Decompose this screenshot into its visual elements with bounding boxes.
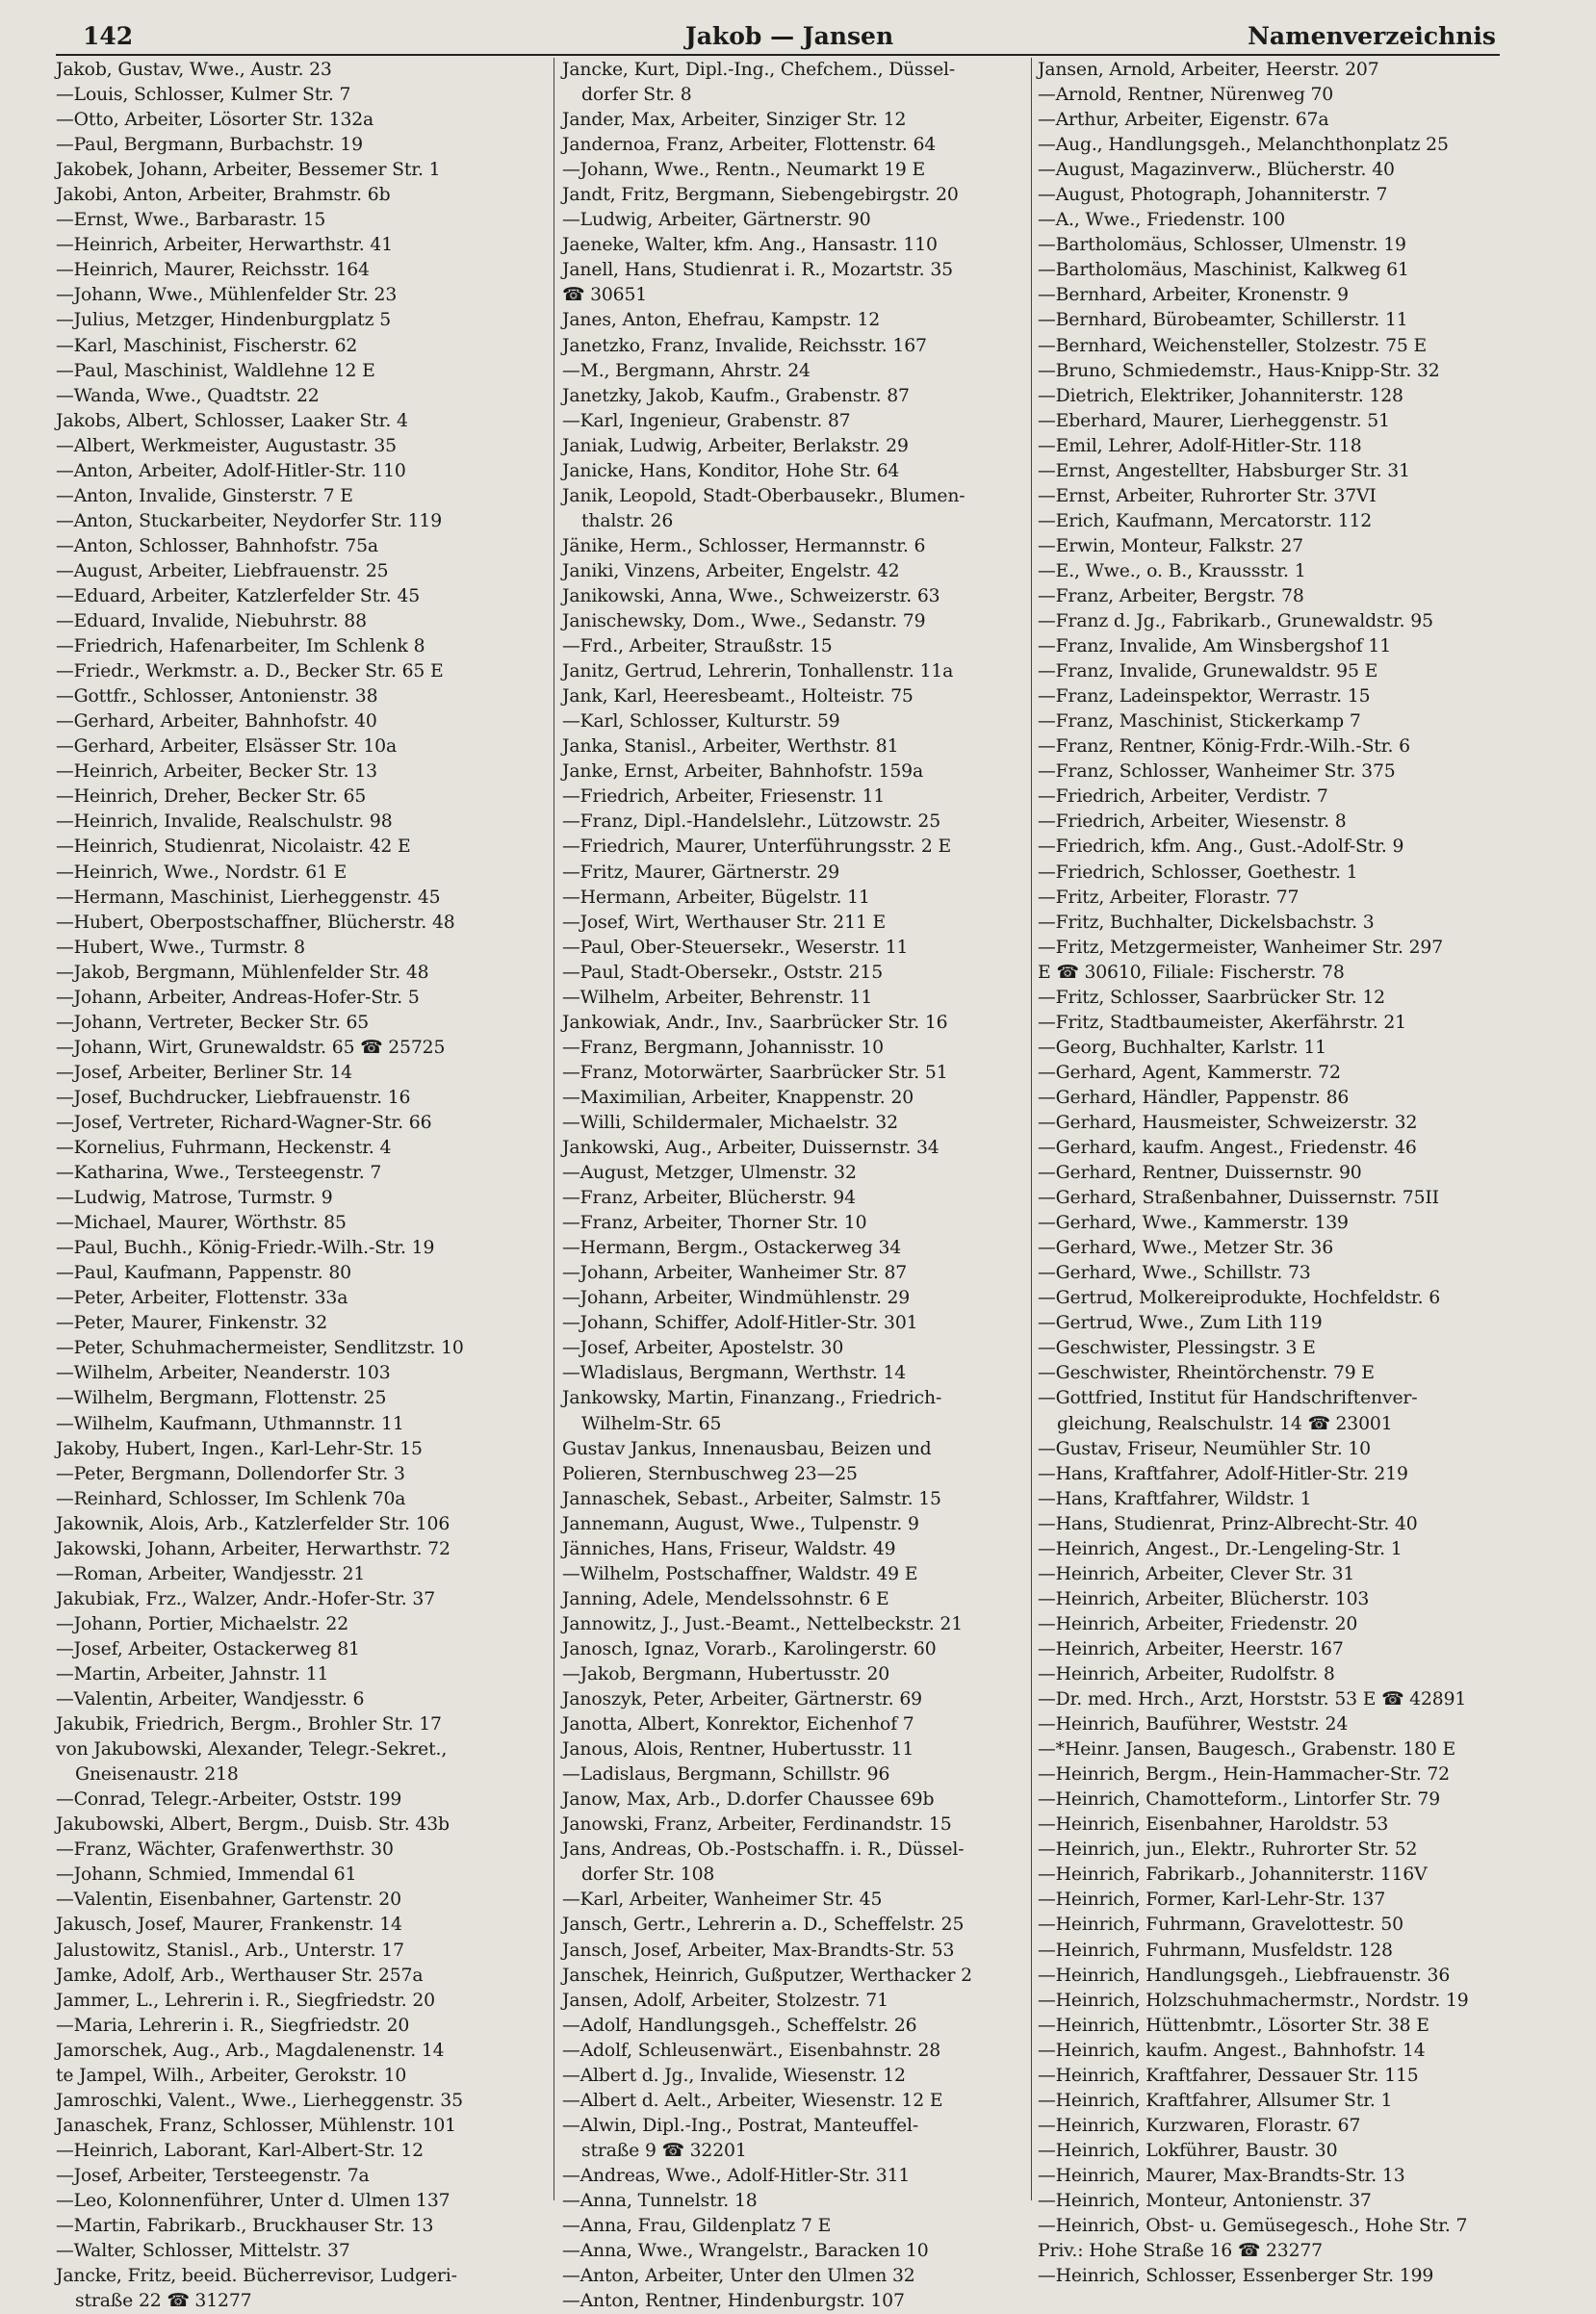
directory-entry: —Ludwig, Arbeiter, Gärtnerstr. 90 xyxy=(562,210,871,231)
directory-entry: Janning, Adele, Mendelssohnstr. 6 E xyxy=(562,1588,889,1609)
directory-entry: —Heinrich, Fuhrmann, Musfeldstr. 128 xyxy=(1038,1940,1393,1961)
directory-entry: —Franz, Ladeinspektor, Werrastr. 15 xyxy=(1038,686,1371,707)
directory-entry: —August, Magazinverw., Blücherstr. 40 xyxy=(1038,160,1395,181)
directory-entry: straße 22 ☎ 31277 xyxy=(75,2291,252,2312)
directory-entry: —Hermann, Maschinist, Lierheggenstr. 45 xyxy=(56,887,441,908)
directory-entry: —Walter, Schlosser, Mittelstr. 37 xyxy=(56,2241,350,2262)
directory-entry: —Leo, Kolonnenführer, Unter d. Ulmen 137 xyxy=(56,2190,450,2211)
directory-entry: —Friedrich, Arbeiter, Wiesenstr. 8 xyxy=(1038,811,1347,833)
directory-entry: —Paul, Maschinist, Waldlehne 12 E xyxy=(56,360,375,381)
directory-entry: —Paul, Buchh., König-Friedr.-Wilh.-Str. 19 xyxy=(56,1238,435,1259)
directory-entry: —Fritz, Buchhalter, Dickelsbachstr. 3 xyxy=(1038,912,1375,933)
directory-entry: —Adolf, Handlungsgeh., Scheffelstr. 26 xyxy=(562,2015,917,2036)
directory-entry: —Bruno, Schmiedemstr., Haus-Knipp-Str. 32 xyxy=(1038,360,1440,381)
directory-entry: —Heinrich, kaufm. Angest., Bahnhofstr. 14 xyxy=(1038,2040,1426,2061)
directory-entry: —Paul, Stadt-Obersekr., Oststr. 215 xyxy=(562,962,884,983)
directory-entry: —Wladislaus, Bergmann, Werthstr. 14 xyxy=(562,1363,907,1384)
directory-entry: von Jakubowski, Alexander, Telegr.-Sekret., xyxy=(56,1739,448,1761)
directory-entry: Jannowitz, J., Just.-Beamt., Nettelbeckstr. 21 xyxy=(562,1613,964,1634)
directory-entry: —Franz, Bergmann, Johannisstr. 10 xyxy=(562,1037,884,1058)
directory-entry: Jandernoa, Franz, Arbeiter, Flottenstr. 64 xyxy=(562,135,937,156)
directory-entry: —Bartholomäus, Schlosser, Ulmenstr. 19 xyxy=(1038,235,1406,256)
directory-entry: —August, Photograph, Johanniterstr. 7 xyxy=(1038,185,1388,206)
directory-entry: —Heinrich, Angest., Dr.-Lengeling-Str. 1 xyxy=(1038,1538,1403,1559)
directory-entry: Janes, Anton, Ehefrau, Kampstr. 12 xyxy=(562,310,881,331)
directory-entry: Jakobek, Johann, Arbeiter, Bessemer Str. 1 xyxy=(56,160,441,181)
directory-entry: —Wilhelm, Bergmann, Flottenstr. 25 xyxy=(56,1388,387,1409)
directory-entry: —Josef, Buchdrucker, Liebfrauenstr. 16 xyxy=(56,1087,411,1108)
directory-entry: Jankowsky, Martin, Finanzang., Friedrich- xyxy=(562,1388,942,1409)
directory-entry: —Josef, Arbeiter, Apostelstr. 30 xyxy=(562,1338,844,1359)
directory-entry: —Franz, Dipl.-Handelslehr., Lützowstr. 25 xyxy=(562,811,941,833)
directory-entry: —Heinrich, Maurer, Reichsstr. 164 xyxy=(56,260,370,281)
directory-entry: —Dietrich, Elektriker, Johanniterstr. 128 xyxy=(1038,385,1403,406)
page-number: 142 xyxy=(83,22,134,50)
directory-entry: Janka, Stanisl., Arbeiter, Werthstr. 81 xyxy=(562,736,899,758)
directory-entry: —Conrad, Telegr.-Arbeiter, Oststr. 199 xyxy=(56,1789,402,1811)
directory-entry: —Heinrich, Arbeiter, Friedenstr. 20 xyxy=(1038,1613,1358,1634)
directory-entry: —Heinrich, Kraftfahrer, Dessauer Str. 115 xyxy=(1038,2065,1419,2086)
column-3 xyxy=(1038,58,1529,2287)
directory-entry: —Jakob, Bergmann, Mühlenfelder Str. 48 xyxy=(56,962,429,983)
directory-entry: —Franz, Maschinist, Stickerkamp 7 xyxy=(1038,711,1361,733)
directory-entry: —Gerhard, Arbeiter, Bahnhofstr. 40 xyxy=(56,711,377,733)
directory-entry: Jakownik, Alois, Arb., Katzlerfelder Str. 106 xyxy=(56,1513,450,1534)
directory-entry: —Eduard, Arbeiter, Katzlerfelder Str. 45 xyxy=(56,585,421,606)
directory-entry: —Anna, Frau, Gildenplatz 7 E xyxy=(562,2216,832,2237)
directory-entry: —Julius, Metzger, Hindenburgplatz 5 xyxy=(56,310,392,331)
directory-entry: —Hermann, Arbeiter, Bügelstr. 11 xyxy=(562,887,870,908)
directory-entry: —Heinrich, Arbeiter, Becker Str. 13 xyxy=(56,761,377,783)
directory-entry: —Emil, Lehrer, Adolf-Hitler-Str. 118 xyxy=(1038,435,1362,456)
directory-entry: —Katharina, Wwe., Tersteegenstr. 7 xyxy=(56,1163,382,1184)
directory-entry: —Fritz, Arbeiter, Florastr. 77 xyxy=(1038,887,1300,908)
directory-entry: Jamke, Adolf, Arb., Werthauser Str. 257a xyxy=(56,1965,424,1986)
directory-entry: —Wilhelm, Kaufmann, Uthmannstr. 11 xyxy=(56,1413,404,1434)
directory-entry: —Georg, Buchhalter, Karlstr. 11 xyxy=(1038,1037,1326,1058)
directory-entry: —Franz, Invalide, Am Winsbergshof 11 xyxy=(1038,636,1391,657)
directory-entry: —Anton, Rentner, Hindenburgstr. 107 xyxy=(562,2291,905,2312)
directory-entry: —Heinrich, Obst- u. Gemüsegesch., Hohe Str. 7 xyxy=(1038,2216,1468,2237)
directory-entry: —Hubert, Wwe., Turmstr. 8 xyxy=(56,937,305,958)
directory-entry: Jalustowitz, Stanisl., Arb., Unterstr. 17 xyxy=(56,1940,404,1961)
directory-entry: Janetzky, Jakob, Kaufm., Grabenstr. 87 xyxy=(562,385,910,406)
directory-entry: —Gerhard, Händler, Pappenstr. 86 xyxy=(1038,1087,1350,1108)
directory-entry: Jander, Max, Arbeiter, Sinziger Str. 12 xyxy=(562,110,907,131)
directory-entry: Jansch, Josef, Arbeiter, Max-Brandts-Str. 53 xyxy=(562,1940,955,1961)
directory-entry: Priv.: Hohe Straße 16 ☎ 23277 xyxy=(1038,2241,1323,2262)
directory-entry: —Franz, Arbeiter, Thorner Str. 10 xyxy=(562,1213,867,1234)
directory-entry: —Adolf, Schleusenwärt., Eisenbahnstr. 28 xyxy=(562,2040,941,2061)
directory-entry: Jank, Karl, Heeresbeamt., Holteistr. 75 xyxy=(562,686,914,707)
directory-entry: —Karl, Ingenieur, Grabenstr. 87 xyxy=(562,410,851,431)
directory-entry: —Albert d. Aelt., Arbeiter, Wiesenstr. 12 E xyxy=(562,2090,943,2111)
directory-entry: —Heinrich, Wwe., Nordstr. 61 E xyxy=(56,861,348,883)
directory-entry: —Franz, Invalide, Grunewaldstr. 95 E xyxy=(1038,661,1378,682)
directory-entry: —Gerhard, Wwe., Kammerstr. 139 xyxy=(1038,1213,1349,1234)
directory-entry: Jakubowski, Albert, Bergm., Duisb. Str. 43b xyxy=(56,1814,450,1836)
directory-entry: —Peter, Arbeiter, Flottenstr. 33a xyxy=(56,1288,348,1309)
directory-entry: —Gerhard, Hausmeister, Schweizerstr. 32 xyxy=(1038,1112,1418,1133)
directory-entry: —Heinrich, Holzschuhmachermstr., Nordstr. 19 xyxy=(1038,1990,1469,2011)
directory-entry: Janosch, Ignaz, Vorarb., Karolingerstr. 60 xyxy=(562,1638,937,1659)
directory-entry: Jamorschek, Aug., Arb., Magdalenenstr. 14 xyxy=(56,2040,445,2061)
directory-entry: —Geschwister, Rheintörchenstr. 79 E xyxy=(1038,1363,1375,1384)
directory-entry: te Jampel, Wilh., Arbeiter, Gerokstr. 10 xyxy=(56,2065,407,2086)
directory-entry: Jakowski, Johann, Arbeiter, Herwarthstr. 72 xyxy=(56,1538,450,1559)
directory-entry: —Albert, Werkmeister, Augustastr. 35 xyxy=(56,435,397,456)
directory-entry: Jänike, Herm., Schlosser, Hermannstr. 6 xyxy=(562,535,926,556)
directory-entry: —Reinhard, Schlosser, Im Schlenk 70a xyxy=(56,1488,406,1509)
directory-entry: Janikowski, Anna, Wwe., Schweizerstr. 63 xyxy=(562,585,940,606)
directory-entry: —Arthur, Arbeiter, Eigenstr. 67a xyxy=(1038,110,1329,131)
directory-entry: —Ernst, Arbeiter, Ruhrorter Str. 37VI xyxy=(1038,485,1377,506)
directory-entry: —Ernst, Angestellter, Habsburger Str. 31 xyxy=(1038,460,1410,481)
directory-entry: Janotta, Albert, Konrektor, Eichenhof 7 xyxy=(562,1714,914,1736)
directory-entry: —Heinrich, Chamotteform., Lintorfer Str. 79 xyxy=(1038,1789,1440,1811)
directory-entry: —Gertrud, Molkereiprodukte, Hochfeldstr. 6 xyxy=(1038,1288,1441,1309)
directory-entry: —Heinrich, Handlungsgeh., Liebfrauenstr. 36 xyxy=(1038,1965,1451,1986)
directory-entry: —Erich, Kaufmann, Mercatorstr. 112 xyxy=(1038,510,1373,531)
directory-entry: —Ludwig, Matrose, Turmstr. 9 xyxy=(56,1188,333,1209)
directory-entry: Janke, Ernst, Arbeiter, Bahnhofstr. 159a xyxy=(562,761,923,783)
directory-entry: thalstr. 26 xyxy=(581,510,674,531)
directory-entry: Janitz, Gertrud, Lehrerin, Tonhallenstr. 11a xyxy=(562,661,954,682)
directory-entry: —Gertrud, Wwe., Zum Lith 119 xyxy=(1038,1313,1323,1334)
directory-entry: —Josef, Arbeiter, Berliner Str. 14 xyxy=(56,1062,352,1083)
directory-entry: —Franz d. Jg., Fabrikarb., Grunewaldstr. 95 xyxy=(1038,611,1433,632)
directory-entry: —Heinrich, Maurer, Max-Brandts-Str. 13 xyxy=(1038,2165,1405,2186)
column-divider xyxy=(1031,58,1032,2200)
directory-entry: —Friedrich, Arbeiter, Friesenstr. 11 xyxy=(562,786,886,808)
page-title: Jakob — Jansen xyxy=(684,22,894,50)
column-divider xyxy=(553,58,554,2200)
directory-entry: —Anton, Arbeiter, Unter den Ulmen 32 xyxy=(562,2266,915,2287)
directory-entry: —Eberhard, Maurer, Lierheggenstr. 51 xyxy=(1038,410,1390,431)
directory-entry: Janik, Leopold, Stadt-Oberbausekr., Blumen- xyxy=(562,485,965,506)
directory-entry: —August, Arbeiter, Liebfrauenstr. 25 xyxy=(56,560,389,581)
directory-entry: Jannemann, August, Wwe., Tulpenstr. 9 xyxy=(562,1513,919,1534)
directory-entry: Janischewsky, Dom., Wwe., Sedanstr. 79 xyxy=(562,611,926,632)
directory-entry: Janschek, Heinrich, Gußputzer, Werthacker 2 xyxy=(562,1965,972,1986)
directory-entry: —Heinrich, Arbeiter, Herwarthstr. 41 xyxy=(56,235,394,256)
directory-entry: —Heinrich, Laborant, Karl-Albert-Str. 12 xyxy=(56,2140,424,2161)
directory-entry: Janoszyk, Peter, Arbeiter, Gärtnerstr. 69 xyxy=(562,1689,922,1710)
header-rule xyxy=(56,54,1500,56)
directory-entry: —Johann, Vertreter, Becker Str. 65 xyxy=(56,1012,370,1033)
directory-entry: —Franz, Schlosser, Wanheimer Str. 375 xyxy=(1038,761,1396,783)
directory-entry: —Hans, Kraftfahrer, Adolf-Hitler-Str. 219 xyxy=(1038,1463,1408,1484)
directory-entry: Gneisenaustr. 218 xyxy=(75,1764,239,1786)
directory-entry: —Bernhard, Bürobeamter, Schillerstr. 11 xyxy=(1038,310,1408,331)
directory-entry: —Ernst, Wwe., Barbarastr. 15 xyxy=(56,210,326,231)
directory-entry: —Roman, Arbeiter, Wandjesstr. 21 xyxy=(56,1563,366,1584)
directory-entry: —Anton, Schlosser, Bahnhofstr. 75a xyxy=(56,535,378,556)
column-2 xyxy=(562,58,1028,2312)
directory-entry: Janowski, Franz, Arbeiter, Ferdinandstr. 15 xyxy=(562,1814,952,1836)
directory-entry: —Hans, Kraftfahrer, Wildstr. 1 xyxy=(1038,1488,1312,1509)
directory-entry: Jakusch, Josef, Maurer, Frankenstr. 14 xyxy=(56,1915,402,1936)
directory-entry: Janiki, Vinzens, Arbeiter, Engelstr. 42 xyxy=(562,560,900,581)
directory-entry: —Gerhard, Rentner, Duissernstr. 90 xyxy=(1038,1163,1362,1184)
directory-entry: —Louis, Schlosser, Kulmer Str. 7 xyxy=(56,85,351,106)
directory-entry: —Heinrich, Kraftfahrer, Allsumer Str. 1 xyxy=(1038,2090,1393,2111)
directory-entry: Jans, Andreas, Ob.-Postschaffn. i. R., Düssel- xyxy=(562,1839,965,1861)
directory-entry: —Wilhelm, Arbeiter, Neanderstr. 103 xyxy=(56,1363,391,1384)
directory-entry: —Albert d. Jg., Invalide, Wiesenstr. 12 xyxy=(562,2065,906,2086)
directory-entry: —Johann, Schiffer, Adolf-Hitler-Str. 301 xyxy=(562,1313,918,1334)
directory-entry: —Heinrich, Arbeiter, Heerstr. 167 xyxy=(1038,1638,1344,1659)
directory-entry: —Paul, Bergmann, Burbachstr. 19 xyxy=(56,135,363,156)
directory-entry: Janow, Max, Arb., D.dorfer Chaussee 69b xyxy=(562,1789,935,1811)
directory-entry: —Geschwister, Plessingstr. 3 E xyxy=(1038,1338,1316,1359)
directory-entry: dorfer Str. 108 xyxy=(581,1864,715,1886)
directory-entry: —Karl, Schlosser, Kulturstr. 59 xyxy=(562,711,840,733)
directory-entry: ☎ 30651 xyxy=(562,285,648,306)
directory-entry: —Fritz, Schlosser, Saarbrücker Str. 12 xyxy=(1038,987,1385,1008)
directory-entry: —Karl, Arbeiter, Wanheimer Str. 45 xyxy=(562,1890,883,1911)
directory-entry: Jaeneke, Walter, kfm. Ang., Hansastr. 110 xyxy=(562,235,938,256)
directory-entry: Jansch, Gertr., Lehrerin a. D., Scheffelstr. 25 xyxy=(562,1915,965,1936)
directory-entry: —Anton, Invalide, Ginsterstr. 7 E xyxy=(56,485,353,506)
directory-entry: —Franz, Rentner, König-Frdr.-Wilh.-Str. 6 xyxy=(1038,736,1410,758)
directory-entry: —Karl, Maschinist, Fischerstr. 62 xyxy=(56,335,358,356)
directory-entry: —Heinrich, Studienrat, Nicolaistr. 42 E xyxy=(56,836,411,858)
directory-entry: —Martin, Arbeiter, Jahnstr. 11 xyxy=(56,1664,329,1684)
directory-entry: —Fritz, Maurer, Gärtnerstr. 29 xyxy=(562,861,840,883)
directory-entry: —Bernhard, Arbeiter, Kronenstr. 9 xyxy=(1038,285,1349,306)
directory-entry: Janiak, Ludwig, Arbeiter, Berlakstr. 29 xyxy=(562,435,909,456)
directory-entry: —Heinrich, jun., Elektr., Ruhrorter Str. 52 xyxy=(1038,1839,1418,1861)
directory-entry: —Kornelius, Fuhrmann, Heckenstr. 4 xyxy=(56,1138,392,1159)
directory-entry: straße 9 ☎ 32201 xyxy=(581,2140,747,2161)
directory-entry: E ☎ 30610, Filiale: Fischerstr. 78 xyxy=(1038,962,1345,983)
directory-entry: Jakob, Gustav, Wwe., Austr. 23 xyxy=(56,60,332,80)
directory-entry: —Hans, Studienrat, Prinz-Albrecht-Str. 40 xyxy=(1038,1513,1418,1534)
directory-entry: —Frd., Arbeiter, Straußstr. 15 xyxy=(562,636,833,657)
directory-entry: Gustav Jankus, Innenausbau, Beizen und xyxy=(562,1438,932,1459)
directory-entry: dorfer Str. 8 xyxy=(581,85,692,106)
directory-entry: —Josef, Arbeiter, Tersteegenstr. 7a xyxy=(56,2165,370,2186)
directory-entry: —Martin, Fabrikarb., Bruckhauser Str. 13 xyxy=(56,2216,434,2237)
column-1 xyxy=(56,58,551,2312)
directory-entry: —Josef, Vertreter, Richard-Wagner-Str. 66 xyxy=(56,1112,432,1133)
directory-entry: —August, Metzger, Ulmenstr. 32 xyxy=(562,1163,857,1184)
directory-entry: —Erwin, Monteur, Falkstr. 27 xyxy=(1038,535,1303,556)
directory-entry: —Paul, Ober-Steuersekr., Weserstr. 11 xyxy=(562,937,909,958)
directory-entry: Jänniches, Hans, Friseur, Waldstr. 49 xyxy=(562,1538,896,1559)
directory-entry: —Friedrich, Schlosser, Goethestr. 1 xyxy=(1038,861,1358,883)
directory-entry: —Friedrich, Maurer, Unterführungsstr. 2 E xyxy=(562,836,952,858)
directory-entry: —Heinrich, Bauführer, Weststr. 24 xyxy=(1038,1714,1349,1736)
directory-entry: —Johann, Schmied, Immendal 61 xyxy=(56,1864,357,1886)
directory-entry: —Michael, Maurer, Wörthstr. 85 xyxy=(56,1213,347,1234)
directory-entry: —Heinrich, Schlosser, Essenberger Str. 199 xyxy=(1038,2266,1434,2287)
directory-entry: —Josef, Arbeiter, Ostackerweg 81 xyxy=(56,1638,360,1659)
directory-entry: —Dr. med. Hrch., Arzt, Horststr. 53 E ☎ 42891 xyxy=(1038,1689,1467,1710)
directory-entry: —Wilhelm, Postschaffner, Waldstr. 49 E xyxy=(562,1563,918,1584)
directory-entry: Jancke, Fritz, beeid. Bücherrevisor, Ludgeri- xyxy=(56,2266,457,2287)
directory-entry: —Heinrich, Invalide, Realschulstr. 98 xyxy=(56,811,393,833)
directory-entry: —Heinrich, Kurzwaren, Florastr. 67 xyxy=(1038,2115,1361,2136)
directory-entry: —Friedrich, kfm. Ang., Gust.-Adolf-Str. 9 xyxy=(1038,836,1404,858)
directory-entry: —Friedr., Werkmstr. a. D., Becker Str. 65 E xyxy=(56,661,444,682)
directory-entry: —Heinrich, Eisenbahner, Haroldstr. 53 xyxy=(1038,1814,1389,1836)
directory-entry: —Hubert, Oberpostschaffner, Blücherstr. 48 xyxy=(56,912,455,933)
directory-entry: Janaschek, Franz, Schlosser, Mühlenstr. 101 xyxy=(56,2115,456,2136)
directory-entry: Jakubik, Friedrich, Bergm., Brohler Str. 17 xyxy=(56,1714,442,1736)
directory-entry: Janous, Alois, Rentner, Hubertusstr. 11 xyxy=(562,1739,914,1761)
directory-entry: —Valentin, Arbeiter, Wandjesstr. 6 xyxy=(56,1689,365,1710)
directory-entry: —Heinrich, Hüttenbmtr., Lösorter Str. 38 E xyxy=(1038,2015,1429,2036)
page-header xyxy=(83,19,1496,54)
directory-entry: —Maximilian, Arbeiter, Knappenstr. 20 xyxy=(562,1087,914,1108)
directory-entry: —Heinrich, Arbeiter, Rudolfstr. 8 xyxy=(1038,1664,1335,1684)
directory-entry: Jankowski, Aug., Arbeiter, Duissernstr. 34 xyxy=(562,1138,940,1159)
directory-entry: —Anna, Wwe., Wrangelstr., Baracken 10 xyxy=(562,2241,929,2262)
directory-entry: —Josef, Wirt, Werthauser Str. 211 E xyxy=(562,912,887,933)
directory-entry: —Maria, Lehrerin i. R., Siegfriedstr. 20 xyxy=(56,2015,410,2036)
directory-entry: —Johann, Wwe., Mühlenfelder Str. 23 xyxy=(56,285,398,306)
directory-entry: Jakobs, Albert, Schlosser, Laaker Str. 4 xyxy=(56,410,408,431)
directory-entry: —E., Wwe., o. B., Kraussstr. 1 xyxy=(1038,560,1306,581)
directory-entry: Jannaschek, Sebast., Arbeiter, Salmstr. 15 xyxy=(562,1488,941,1509)
directory-entry: —Gerhard, Arbeiter, Elsässer Str. 10a xyxy=(56,736,398,758)
directory-entry: —Franz, Wächter, Grafenwerthstr. 30 xyxy=(56,1839,394,1861)
directory-entry: —Johann, Wwe., Rentn., Neumarkt 19 E xyxy=(562,160,926,181)
directory-entry: —Aug., Handlungsgeh., Melanchthonplatz 25 xyxy=(1038,135,1449,156)
directory-entry: —Heinrich, Fabrikarb., Johanniterstr. 116V xyxy=(1038,1864,1428,1886)
directory-entry: —Jakob, Bergmann, Hubertusstr. 20 xyxy=(562,1664,890,1684)
directory-entry: —Willi, Schildermaler, Michaelstr. 32 xyxy=(562,1112,898,1133)
directory-entry: —Wilhelm, Arbeiter, Behrenstr. 11 xyxy=(562,987,873,1008)
directory-entry: —Otto, Arbeiter, Lösorter Str. 132a xyxy=(56,110,374,131)
section-title: Namenverzeichnis xyxy=(1248,22,1496,50)
directory-entry: —Eduard, Invalide, Niebuhrstr. 88 xyxy=(56,611,367,632)
directory-entry: —Heinrich, Arbeiter, Clever Str. 31 xyxy=(1038,1563,1355,1584)
directory-entry: —Bernhard, Weichensteller, Stolzestr. 75 E xyxy=(1038,335,1428,356)
directory-entry: Jamroschki, Valent., Wwe., Lierheggenstr. 35 xyxy=(56,2090,463,2111)
directory-entry: —Peter, Bergmann, Dollendorfer Str. 3 xyxy=(56,1463,405,1484)
directory-entry: Janicke, Hans, Konditor, Hohe Str. 64 xyxy=(562,460,900,481)
directory-entry: Jansen, Arnold, Arbeiter, Heerstr. 207 xyxy=(1038,60,1379,80)
directory-entry: —Gerhard, Agent, Kammerstr. 72 xyxy=(1038,1062,1341,1083)
directory-entry: —Heinrich, Lokführer, Baustr. 30 xyxy=(1038,2140,1338,2161)
directory-entry: —Heinrich, Monteur, Antonienstr. 37 xyxy=(1038,2190,1372,2211)
directory-entry: —Anton, Arbeiter, Adolf-Hitler-Str. 110 xyxy=(56,460,406,481)
directory-entry: —Johann, Portier, Michaelstr. 22 xyxy=(56,1613,349,1634)
directory-entry: gleichung, Realschulstr. 14 ☎ 23001 xyxy=(1057,1413,1393,1434)
directory-entry: —Paul, Kaufmann, Pappenstr. 80 xyxy=(56,1263,351,1284)
directory-entry: —Heinrich, Fuhrmann, Gravelottestr. 50 xyxy=(1038,1915,1403,1936)
directory-entry: Jakobi, Anton, Arbeiter, Brahmstr. 6b xyxy=(56,185,391,206)
directory-entry: —Johann, Wirt, Grunewaldstr. 65 ☎ 25725 xyxy=(56,1037,446,1058)
directory-entry: —Andreas, Wwe., Adolf-Hitler-Str. 311 xyxy=(562,2165,911,2186)
directory-entry: Jandt, Fritz, Bergmann, Siebengebirgstr. 20 xyxy=(562,185,959,206)
directory-entry: —Fritz, Stadtbaumeister, Akerfährstr. 21 xyxy=(1038,1012,1406,1033)
directory-entry: —Heinrich, Arbeiter, Blücherstr. 103 xyxy=(1038,1588,1370,1609)
directory-entry: —Johann, Arbeiter, Windmühlenstr. 29 xyxy=(562,1288,911,1309)
directory-entry: —Hermann, Bergm., Ostackerweg 34 xyxy=(562,1238,902,1259)
directory-entry: —Anton, Stuckarbeiter, Neydorfer Str. 119 xyxy=(56,510,443,531)
directory-entry: —Heinrich, Dreher, Becker Str. 65 xyxy=(56,786,367,808)
directory-entry: —Johann, Arbeiter, Wanheimer Str. 87 xyxy=(562,1263,908,1284)
directory-entry: —Gerhard, Straßenbahner, Duissernstr. 75II xyxy=(1038,1188,1439,1209)
directory-entry: —Gerhard, Wwe., Metzer Str. 36 xyxy=(1038,1238,1334,1259)
directory-entry: Jansen, Adolf, Arbeiter, Stolzestr. 71 xyxy=(562,1990,888,2011)
directory-entry: —Gottfr., Schlosser, Antonienstr. 38 xyxy=(56,686,378,707)
directory-entry: Jankowiak, Andr., Inv., Saarbrücker Str. 16 xyxy=(562,1012,948,1033)
directory-entry: —Bartholomäus, Maschinist, Kalkweg 61 xyxy=(1038,260,1409,281)
directory-entry: —Friedrich, Arbeiter, Verdistr. 7 xyxy=(1038,786,1328,808)
directory-entry: —Peter, Schuhmachermeister, Sendlitzstr. 10 xyxy=(56,1338,464,1359)
directory-entry: —Alwin, Dipl.-Ing., Postrat, Manteuffel- xyxy=(562,2115,919,2136)
directory-entry: —*Heinr. Jansen, Baugesch., Grabenstr. 180 E xyxy=(1038,1739,1456,1761)
directory-entry: —Heinrich, Former, Karl-Lehr-Str. 137 xyxy=(1038,1890,1386,1911)
directory-entry: —Heinrich, Bergm., Hein-Hammacher-Str. 72 xyxy=(1038,1764,1450,1786)
directory-entry: —Peter, Maurer, Finkenstr. 32 xyxy=(56,1313,327,1334)
directory-entry: —Friedrich, Hafenarbeiter, Im Schlenk 8 xyxy=(56,636,425,657)
directory-entry: —Gottfried, Institut für Handschriftenver- xyxy=(1038,1388,1418,1409)
directory-entry: —Anna, Tunnelstr. 18 xyxy=(562,2190,758,2211)
directory-entry: —Wanda, Wwe., Quadtstr. 22 xyxy=(56,385,320,406)
directory-entry: —Franz, Motorwärter, Saarbrücker Str. 51 xyxy=(562,1062,948,1083)
directory-entry: —Valentin, Eisenbahner, Gartenstr. 20 xyxy=(56,1890,401,1911)
directory-entry: Janetzko, Franz, Invalide, Reichsstr. 167 xyxy=(562,335,927,356)
directory-entry: —Fritz, Metzgermeister, Wanheimer Str. 297 xyxy=(1038,937,1444,958)
directory-entry: Wilhelm-Str. 65 xyxy=(581,1413,722,1434)
directory-entry: —M., Bergmann, Ahrstr. 24 xyxy=(562,360,811,381)
directory-entry: Jancke, Kurt, Dipl.-Ing., Chefchem., Düssel- xyxy=(562,60,956,80)
directory-entry: —A., Wwe., Friedenstr. 100 xyxy=(1038,210,1286,231)
directory-entry: —Arnold, Rentner, Nürenweg 70 xyxy=(1038,85,1334,106)
directory-entry: —Gerhard, Wwe., Schillstr. 73 xyxy=(1038,1263,1311,1284)
directory-entry: Jammer, L., Lehrerin i. R., Siegfriedstr. 20 xyxy=(56,1990,435,2011)
directory-entry: —Franz, Arbeiter, Blücherstr. 94 xyxy=(562,1188,856,1209)
directory-entry: —Gerhard, kaufm. Angest., Friedenstr. 46 xyxy=(1038,1138,1417,1159)
directory-entry: Jakoby, Hubert, Ingen., Karl-Lehr-Str. 15 xyxy=(56,1438,423,1459)
directory-entry: Polieren, Sternbuschweg 23—25 xyxy=(562,1463,858,1484)
directory-entry: —Gustav, Friseur, Neumühler Str. 10 xyxy=(1038,1438,1371,1459)
directory-entry: —Franz, Arbeiter, Bergstr. 78 xyxy=(1038,585,1304,606)
directory-entry: —Ladislaus, Bergmann, Schillstr. 96 xyxy=(562,1764,890,1786)
directory-entry: —Johann, Arbeiter, Andreas-Hofer-Str. 5 xyxy=(56,987,420,1008)
directory-entry: Jakubiak, Frz., Walzer, Andr.-Hofer-Str. 37 xyxy=(56,1588,436,1609)
directory-entry: Janell, Hans, Studienrat i. R., Mozartstr. 35 xyxy=(562,260,953,281)
